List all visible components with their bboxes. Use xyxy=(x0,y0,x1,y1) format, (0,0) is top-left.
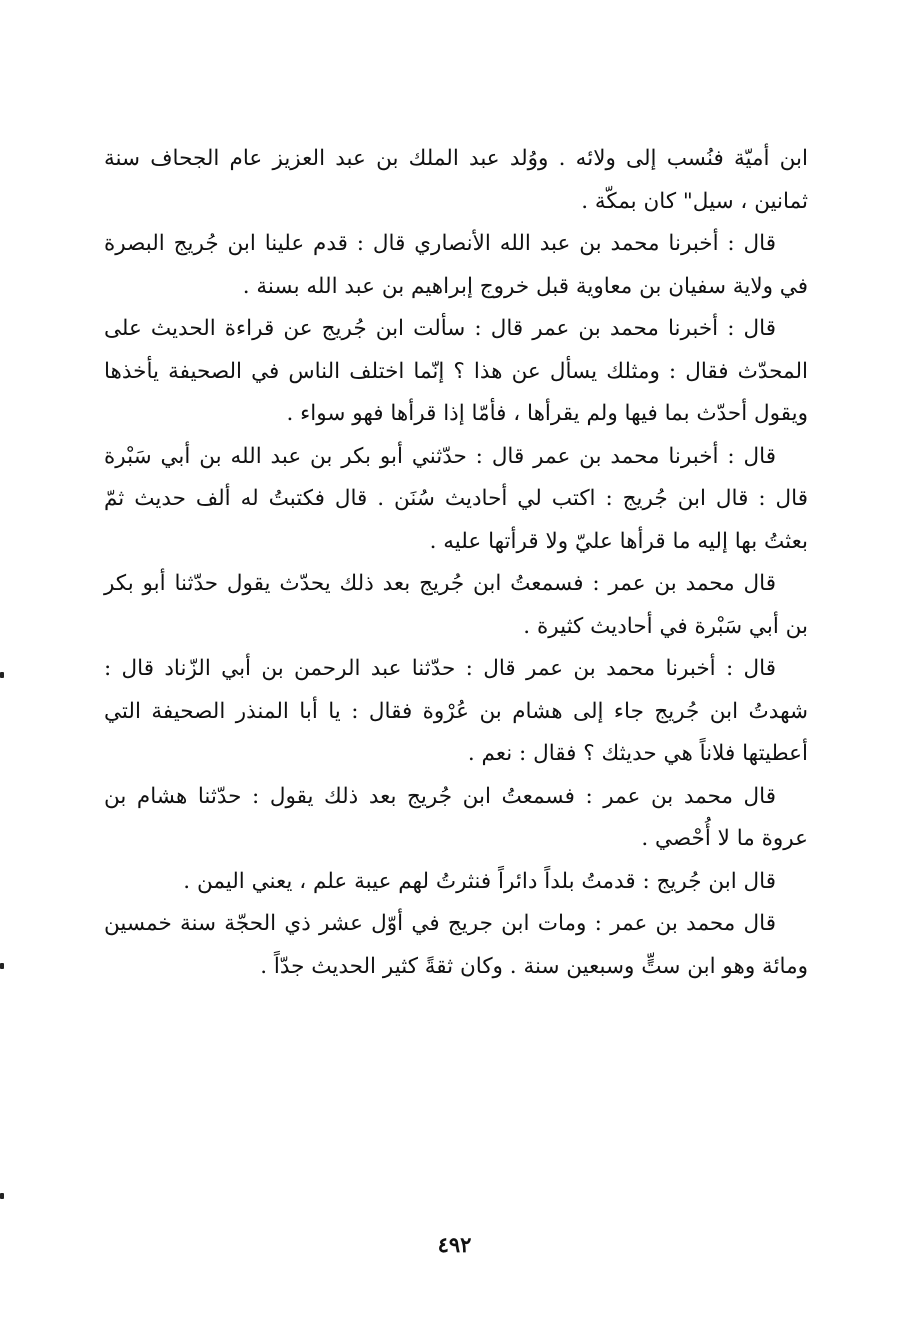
paragraph: قال محمد بن عمر : فسمعتُ ابن جُريج بعد ذلك يقول : حدّثنا هشام بن عروة ما لا أُحْصي . xyxy=(104,783,808,851)
paragraph: قال محمد بن عمر : ومات ابن جريج في أوّل عشر ذي الحجّة سنة خمسين ومائة وهو ابن ستٍّ وسبعين سنة . وكان ثقةً كثير الحديث جدّاً . xyxy=(104,911,808,979)
margin-mark xyxy=(0,963,4,969)
paragraph: قال : أخبرنا محمد بن عبد الله الأنصاري قال : قدم علينا ابن جُريج البصرة في ولاية سفيان بن معاوية قبل خروج إبراهيم بن عبد الله بسنة . xyxy=(104,231,808,299)
paragraph-continuation: ابن أميّة فنُسب إلى ولائه . ووُلد عبد الملك بن عبد العزيز عام الجحاف سنة ثمانين ، سيل" كان بمكّة . xyxy=(104,146,808,214)
page-body xyxy=(104,138,808,988)
paragraph: قال ابن جُريج : قدمتُ بلداً دائراً فنثرتُ لهم عيبة علم ، يعني اليمن . xyxy=(183,868,776,894)
paragraph: قال : أخبرنا محمد بن عمر قال : سألت ابن جُريج عن قراءة الحديث على المحدّث فقال : ومثلك يسأل عن هذا ؟ إنّما اختلف الناس في الصحيفة يأخذها ويقول أحدّث بما فيها ولم يقرأها ، فأمّا إذا قرأها فهو سواء . xyxy=(104,316,808,426)
page-number: ٤٩٢ xyxy=(437,1232,472,1257)
margin-mark xyxy=(0,672,4,678)
paragraph: قال محمد بن عمر : فسمعتُ ابن جُريج بعد ذلك يحدّث يقول حدّثنا أبو بكر بن أبي سَبْرة في أحاديث كثيرة . xyxy=(104,571,808,639)
paragraph: قال : أخبرنا محمد بن عمر قال : حدّثني أبو بكر بن عبد الله بن أبي سَبْرة قال : قال ابن جُريج : اكتب لي أحاديث سُنَن . قال فكتبتُ له ألف حديث ثمّ بعثتُ بها إليه ما قرأها عليّ ولا قرأتها عليه . xyxy=(104,443,808,554)
margin-mark xyxy=(0,1193,4,1199)
paragraph: قال : أخبرنا محمد بن عمر قال : حدّثنا عبد الرحمن بن أبي الزّناد قال : شهدتُ ابن جُريج جاء إلى هشام بن عُرْوة فقال : يا أبا المنذر الصحيفة التي أعطيتها فلاناً هي حديثك ؟ فقال : نعم . xyxy=(104,656,808,766)
